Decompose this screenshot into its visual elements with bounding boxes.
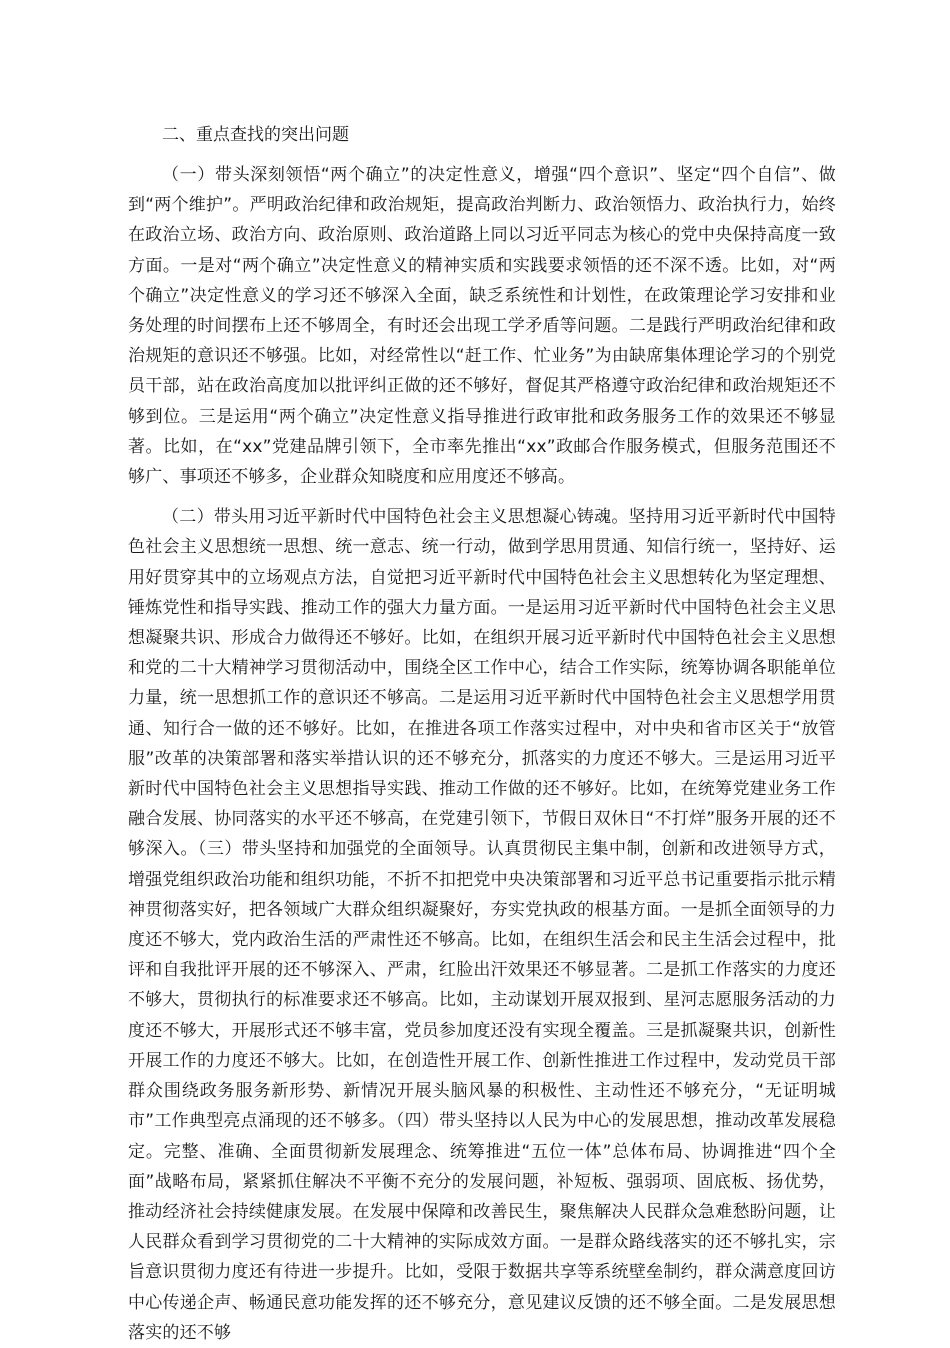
paragraph-one: （一）带头深刻领悟“两个确立”的决定性意义，增强“四个意识”、坚定“四个自信”、做到“两个维护”。严明政治纪律和政治规矩，提高政治判断力、政治领悟力、政治执行力，始终在政治立场、政治方向、政治原则、政治道路上同以习近平同志为核心的党中央保持高度一致方面。一是对“两个确立”决定性意义的精神实质和实践要求领悟的还不深不透。比如，对“两个确立”决定性意义的学习还不够深入全面，缺乏系统性和计划性，在政策理论学习安排和业务处理的时间摆布上还不够周全，有时还会出现工学矛盾等问题。二是践行严明政治纪律和政治规矩的意识还不够强。比如，对经常性以“赶工作、忙业务”为由缺席集体理论学习的个别党员干部，站在政治高度加以批评纠正做的还不够好，督促其严格遵守政治纪律和政治规矩还不够到位。三是运用“两个确立”决定性意义指导推进行政审批和政务服务工作的效果还不够显著。比如，在“xx”党建品牌引领下，全市率先推出“xx”政邮合作服务模式，但服务范围还不够广、事项还不够多，企业群众知晓度和应用度还不够高。 <box>128 165 836 488</box>
section-heading: 二、重点查找的突出问题 <box>162 125 349 145</box>
paragraph-two: （二）带头用习近平新时代中国特色社会主义思想凝心铸魂。坚持用习近平新时代中国特色社会主义思想统一思想、统一意志、统一行动，做到学思用贯通、知信行统一，坚持好、运用好贯穿其中的立场观点方法，自觉把习近平新时代中国特色社会主义思想转化为坚定理想、锤炼党性和指导实践、推动工作的强大力量方面。一是运用习近平新时代中国特色社会主义思想凝聚共识、形成合力做得还不够好。比如，在组织开展习近平新时代中国特色社会主义思想和党的二十大精神学习贯彻活动中，围绕全区工作中心，结合工作实际，统筹协调各职能单位力量，统一思想抓工作的意识还不够高。二是运用习近平新时代中国特色社会主义思想学用贯通、知行合一做的还不够好。比如，在推进各项工作落实过程中，对中央和省市区关于“放管服”改革的决策部署和落实举措认识的还不够充分，抓落实的力度还不够大。三是运用习近平新时代中国特色社会主义思想指导实践、推动工作做的还不够好。比如，在统筹党建业务工作融合发展、协同落实的水平还不够高，在党建引领下，节假日双休日“不打烊”服务开展的还不够深入。（三）带头坚持和加强党的全面领导。认真贯彻民主集中制，创新和改进领导方式，增强党组织政治功能和组织功能，不折不扣把党中央决策部署和习近平总书记重要指示批示精神贯彻落实好，把各领域广大群众组织凝聚好，夯实党执政的根基方面。一是抓全面领导的力度还不够大，党内政治生活的严肃性还不够高。比如，在组织生活会和民主生活会过程中，批评和自我批评开展的还不够深入、严肃，红脸出汗效果还不够显著。二是抓工作落实的力度还不够大，贯彻执行的标准要求还不够高。比如，主动谋划开展双报到、星河志愿服务活动的力度还不够大，开展形式还不够丰富，党员参加度还没有实现全覆盖。三是抓凝聚共识，创新性开展工作的力度还不够大。比如，在创造性开展工作、创新性推进工作过程中，发动党员干部群众围绕政务服务新形势、新情况开展头脑风暴的积极性、主动性还不够充分，“无证明城市”工作典型亮点涌现的还不够多。（四）带头坚持以人民为中心的发展思想，推动改革发展稳定。完整、准确、全面贯彻新发展理念、统筹推进“五位一体”总体布局、协调推进“四个全面”战略布局，紧紧抓住解决不平衡不充分的发展问题，补短板、强弱项、固底板、扬优势，推动经济社会持续健康发展。在发展中保障和改善民生，聚焦解决人民群众急难愁盼问题，让人民群众看到学习贯彻党的二十大精神的实际成效方面。一是群众路线落实的还不够扎实，宗旨意识贯彻力度还有待进一步提升。比如，受限于数据共享等系统壁垒制约，群众满意度回访中心传递企声、畅通民意功能发挥的还不够充分，意见建议反馈的还不够全面。二是发展思想落实的还不够 <box>128 507 836 1343</box>
document-page <box>128 120 836 1343</box>
